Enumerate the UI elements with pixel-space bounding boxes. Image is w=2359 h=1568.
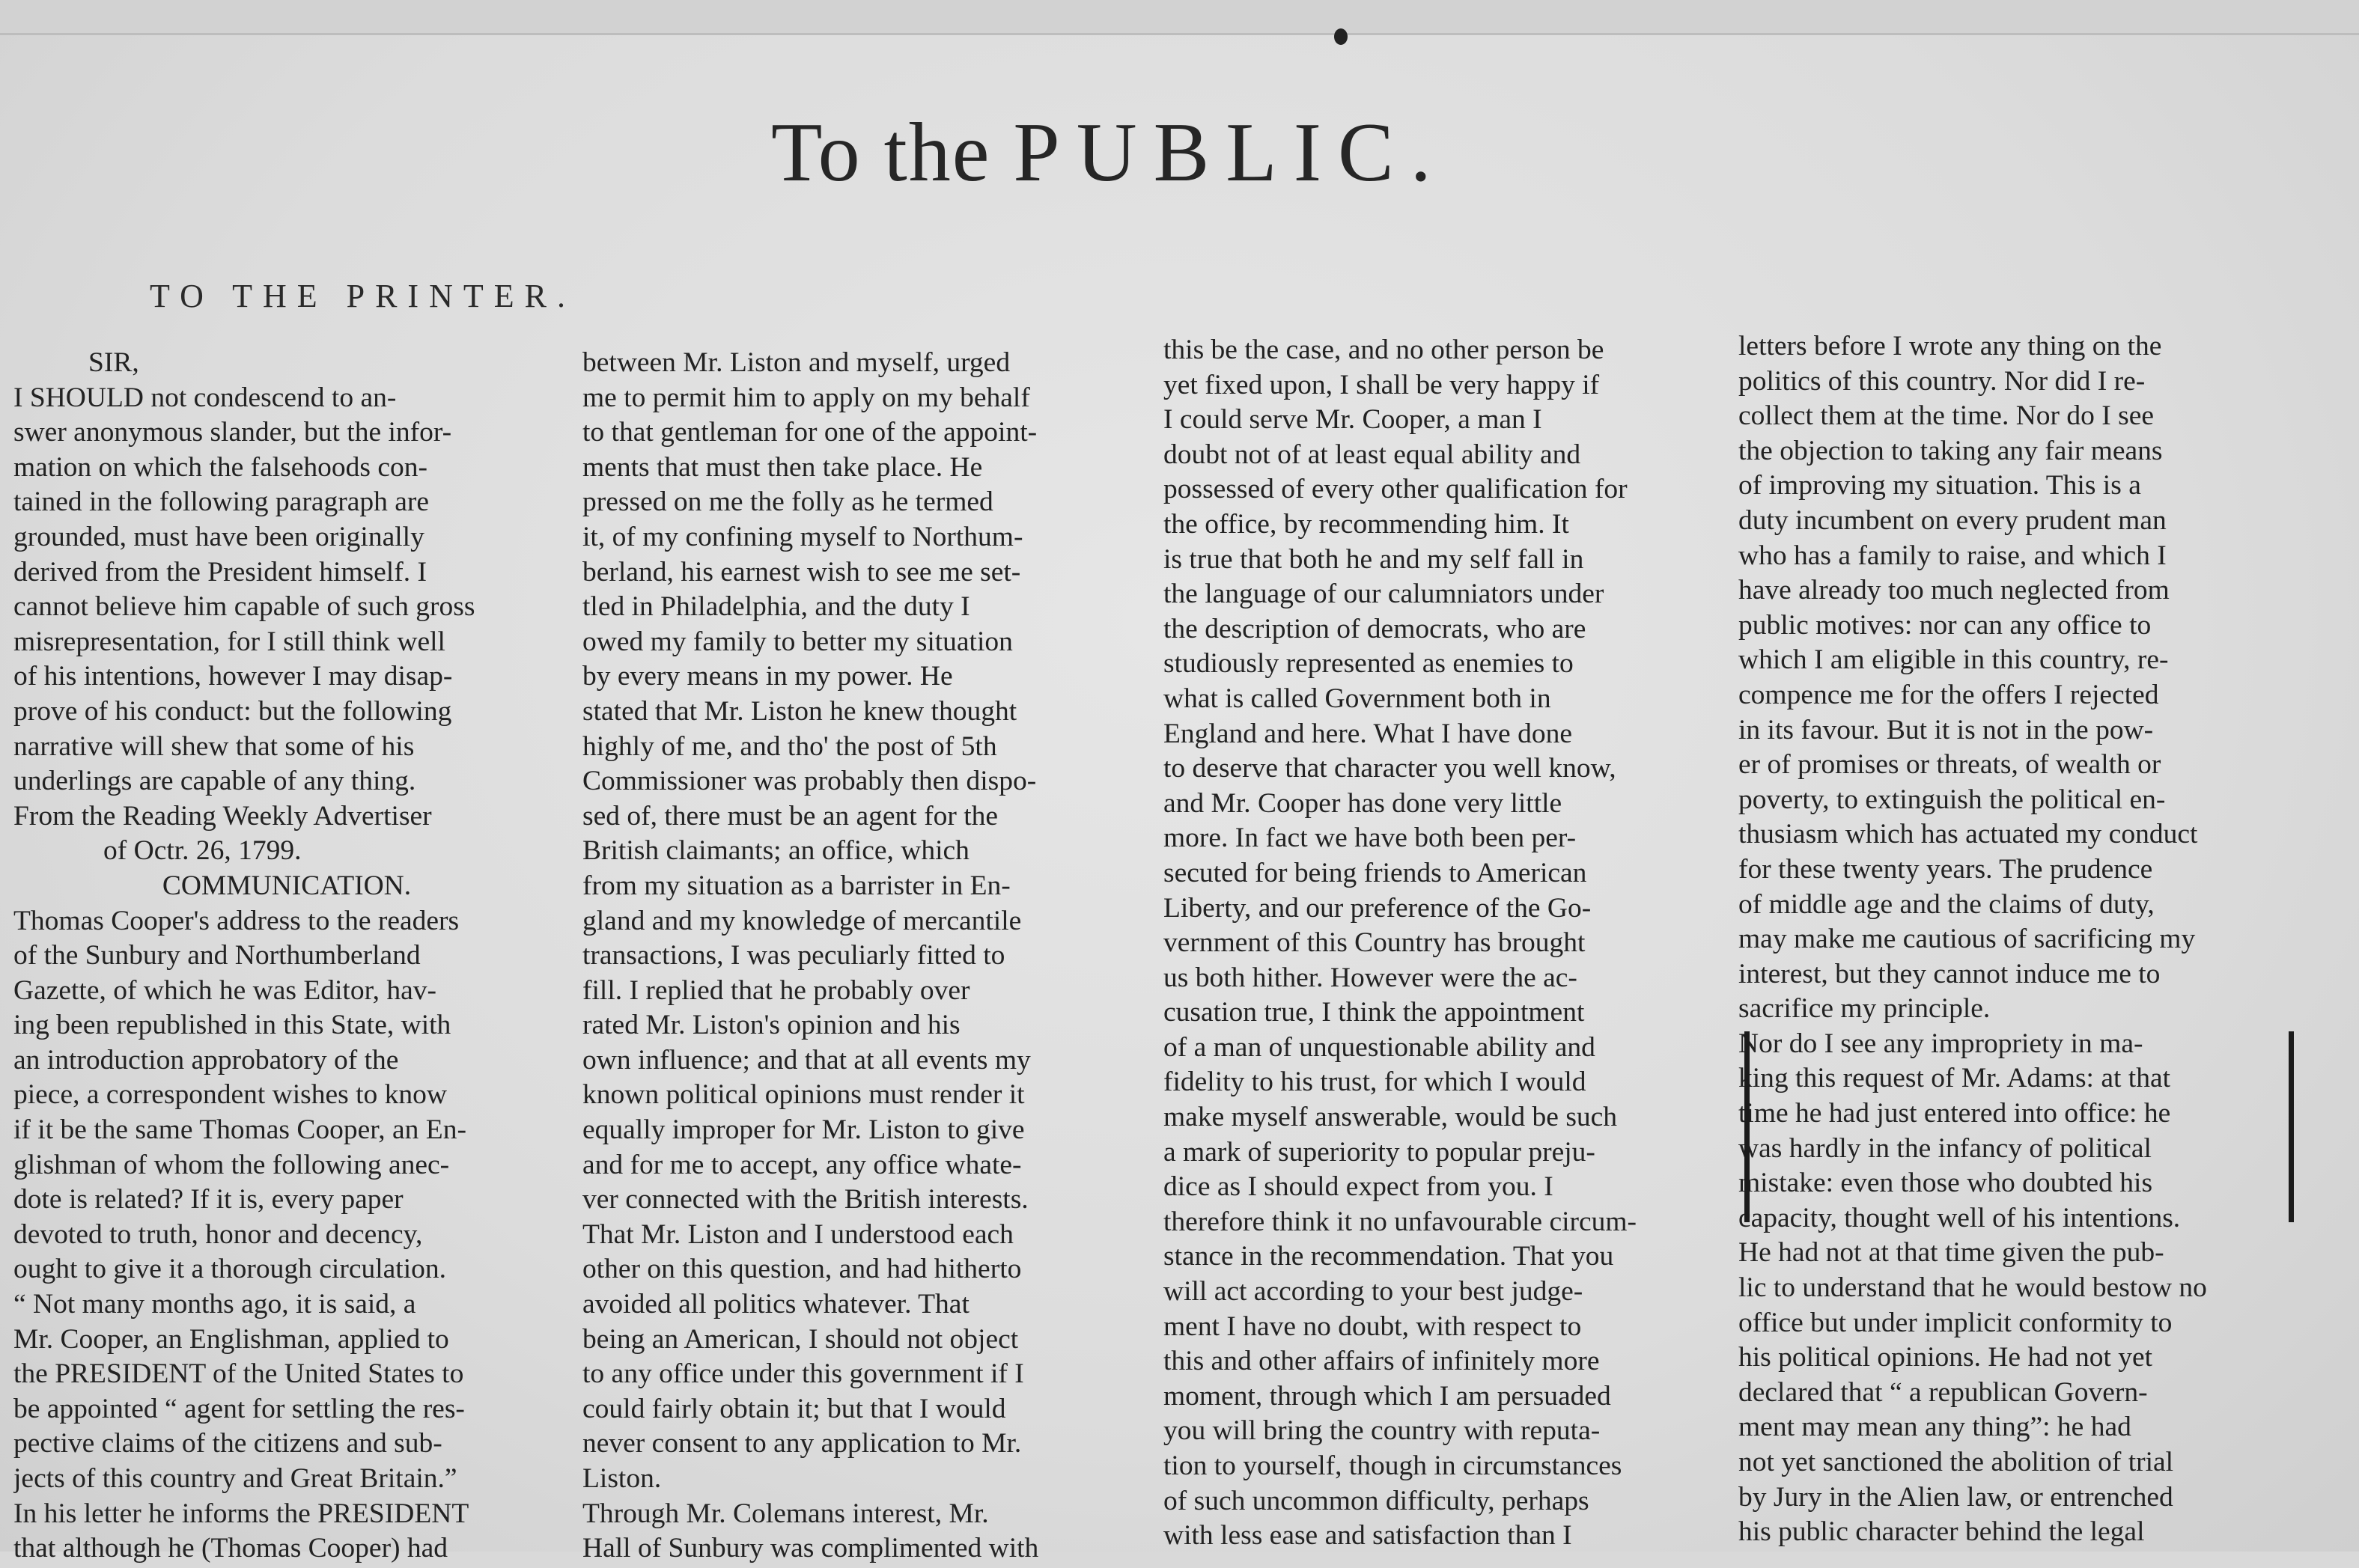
text-line: of middle age and the claims of duty,	[1738, 888, 2155, 920]
text-line: ought to give it a thorough circulation.	[13, 1254, 447, 1285]
text-line: and Mr. Cooper has done very little	[1163, 787, 1562, 819]
text-line: his public character behind the legal	[1738, 1516, 2145, 1548]
text-line: us both hither. However were the ac-	[1163, 962, 1577, 993]
text-line: ment I have no doubt, with respect to	[1163, 1311, 1582, 1342]
text-line: I SHOULD not condescend to an-	[13, 382, 397, 413]
text-line: will act according to your best judge-	[1163, 1276, 1583, 1308]
text-line: misrepresentation, for I still think well	[13, 626, 445, 657]
text-line: letters before I wrote any thing on the	[1738, 331, 2162, 362]
text-line: Liston.	[582, 1463, 662, 1494]
text-line: highly of me, and tho' the post of 5th	[582, 730, 997, 762]
text-line: Mr. Cooper, an Englishman, applied to	[13, 1323, 449, 1355]
text-line: sacrifice my principle.	[1738, 993, 1991, 1025]
text-line: devoted to truth, honor and decency,	[13, 1218, 423, 1250]
text-line: tled in Philadelphia, and the duty I	[582, 591, 970, 623]
text-line: not yet sanctioned the abolition of trial	[1738, 1447, 2174, 1477]
text-line: Gazette, of which he was Editor, hav-	[13, 974, 436, 1006]
text-line: I could serve Mr. Cooper, a man I	[1163, 404, 1542, 436]
text-line: what is called Government both in	[1163, 683, 1551, 714]
text-line: pective claims of the citizens and sub-	[13, 1428, 442, 1459]
text-line: Commissioner was probably then dispo-	[582, 766, 1037, 797]
text-line: In his letter he informs the PRESIDENT	[13, 1498, 469, 1529]
text-line: an introduction approbatory of the	[13, 1044, 399, 1076]
text-line: studiously represented as enemies to	[1163, 648, 1574, 680]
text-line: That Mr. Liston and I understood each	[582, 1218, 1014, 1250]
text-line: Liberty, and our preference of the Go-	[1163, 892, 1592, 924]
text-line: of such uncommon difficulty, perhaps	[1163, 1485, 1589, 1516]
text-line: time he had just entered into office: he	[1738, 1098, 2171, 1129]
text-line: dice as I should expect from you. I	[1163, 1171, 1553, 1203]
ink-blot	[1334, 28, 1348, 45]
text-line: derived from the President himself. I	[13, 556, 427, 588]
text-line: be appointed “ agent for settling the res-	[13, 1393, 465, 1424]
text-line: that although he (Thomas Cooper) had	[13, 1533, 448, 1564]
text-line: lic to understand that he would bestow no	[1738, 1272, 2207, 1304]
text-column-1	[13, 346, 560, 1568]
text-line: who has a family to raise, and which I	[1738, 540, 2167, 571]
text-line: prove of his conduct: but the following	[13, 695, 452, 727]
text-line: may make me cautious of sacrificing my	[1738, 924, 2196, 955]
text-line: stated that Mr. Liston he knew thought	[582, 695, 1017, 727]
text-line: cusation true, I think the appointment	[1163, 997, 1585, 1028]
text-line: collect them at the time. Nor do I see	[1738, 400, 2155, 432]
text-line: secuted for being friends to American	[1163, 857, 1587, 888]
page-title	[771, 105, 1595, 201]
text-line: the objection to taking any fair means	[1738, 435, 2163, 466]
text-line: SIR,	[88, 347, 139, 378]
text-line: public motives: nor can any office to	[1738, 609, 2152, 641]
text-line: of a man of unquestionable ability and	[1163, 1031, 1595, 1063]
text-line: COMMUNICATION.	[162, 870, 412, 901]
text-line: therefore think it no unfavourable circum-	[1163, 1206, 1637, 1237]
text-line: for these twenty years. The prudence	[1738, 853, 2153, 885]
text-line: never consent to any application to Mr.	[582, 1428, 1022, 1459]
text-line: Hall of Sunbury was complimented with	[582, 1533, 1039, 1564]
text-line: transactions, I was peculiarly fitted to	[582, 940, 1005, 971]
text-line: of improving my situation. This is a	[1738, 470, 2141, 501]
title-main: PUBLIC.	[1013, 106, 1448, 199]
text-line: poverty, to extinguish the political en-	[1738, 784, 2166, 815]
text-line: his political opinions. He had not yet	[1738, 1342, 2153, 1373]
text-line: tained in the following paragraph are	[13, 486, 429, 518]
text-line: you will bring the country with reputa-	[1163, 1415, 1601, 1447]
text-line: pressed on me the folly as he termed	[582, 486, 993, 518]
text-line: of his intentions, however I may disap-	[13, 661, 453, 692]
text-line: king this request of Mr. Adams: at that	[1738, 1063, 2171, 1094]
text-line: He had not at that time given the pub-	[1738, 1237, 2164, 1269]
text-line: England and here. What I have done	[1163, 718, 1572, 749]
text-line: swer anonymous slander, but the infor-	[13, 417, 452, 448]
text-line: being an American, I should not object	[582, 1323, 1019, 1355]
text-line: was hardly in the infancy of political	[1738, 1132, 2152, 1164]
text-line: Through Mr. Colemans interest, Mr.	[582, 1498, 989, 1529]
text-line: this and other affairs of infinitely more	[1163, 1346, 1600, 1377]
text-line: to any office under this government if I	[582, 1358, 1024, 1390]
text-line: cannot believe him capable of such gross	[13, 591, 475, 623]
section-heading: TO THE PRINTER.	[150, 278, 576, 314]
text-line: have already too much neglected from	[1738, 575, 2170, 606]
text-line: avoided all politics whatever. That	[582, 1289, 970, 1320]
text-line: possessed of every other qualification for	[1163, 474, 1628, 505]
text-line: own influence; and that at all events my	[582, 1044, 1031, 1076]
text-line: by every means in my power. He	[582, 661, 953, 692]
text-line: From the Reading Weekly Advertiser	[13, 800, 432, 832]
text-line: politics of this country. Nor did I re-	[1738, 365, 2146, 397]
text-line: vernment of this Country has brought	[1163, 927, 1586, 959]
text-line: more. In fact we have both been per-	[1163, 823, 1577, 854]
text-column-3	[1163, 333, 1710, 1555]
title-prefix: To the	[771, 106, 991, 199]
page-fold-line	[0, 33, 2359, 35]
text-line: ver connected with the British interests.	[582, 1184, 1029, 1215]
text-line: doubt not of at least equal ability and	[1163, 439, 1581, 470]
text-line: me to permit him to apply on my behalf	[582, 382, 1030, 413]
text-line: the description of democrats, who are	[1163, 613, 1586, 644]
text-line: if it be the same Thomas Cooper, an En-	[13, 1114, 466, 1146]
text-line: underlings are capable of any thing.	[13, 766, 416, 797]
text-line: interest, but they cannot induce me to	[1738, 958, 2161, 989]
text-line: mation on which the falsehoods con-	[13, 451, 427, 483]
text-line: piece, a correspondent wishes to know	[13, 1079, 447, 1111]
text-line: grounded, must have been originally	[13, 521, 424, 552]
text-line: in its favour. But it is not in the pow-	[1738, 714, 2154, 745]
text-line: could fairly obtain it; but that I would	[582, 1393, 1006, 1424]
text-line: is true that both he and my self fall in	[1163, 543, 1584, 575]
text-line: known political opinions must render it	[582, 1079, 1025, 1111]
text-line: “ Not many months ago, it is said, a	[13, 1289, 416, 1320]
text-line: sed of, there must be an agent for the	[582, 800, 999, 832]
text-line: ments that must then take place. He	[582, 451, 983, 483]
text-line: moment, through which I am persuaded	[1163, 1380, 1611, 1412]
text-line: make myself answerable, would be such	[1163, 1102, 1618, 1133]
text-line: British claimants; an office, which	[582, 835, 970, 867]
text-line: it, of my confining myself to Northum-	[582, 521, 1023, 552]
text-line: the language of our calumniators under	[1163, 579, 1604, 610]
text-line: other on this question, and had hitherto	[582, 1254, 1022, 1285]
text-line: between Mr. Liston and myself, urged	[582, 347, 1011, 378]
text-line: office but under implicit conformity to	[1738, 1307, 2173, 1338]
text-line: yet fixed upon, I shall be very happy if	[1163, 369, 1600, 400]
text-line: er of promises or threats, of wealth or	[1738, 749, 2161, 781]
text-line: mistake: even those who doubted his	[1738, 1168, 2153, 1199]
text-line: gland and my knowledge of mercantile	[582, 905, 1022, 936]
text-line: the PRESIDENT of the United States to	[13, 1358, 464, 1390]
text-line: rated Mr. Liston's opinion and his	[582, 1010, 961, 1041]
text-line: declared that “ a republican Govern-	[1738, 1376, 2148, 1408]
text-line: a mark of superiority to popular preju-	[1163, 1136, 1595, 1168]
text-line: to that gentleman for one of the appoint-	[582, 417, 1038, 448]
text-line: to deserve that character you well know,	[1163, 753, 1616, 784]
text-line: ment may mean any thing”: he had	[1738, 1412, 2131, 1443]
text-line: fill. I replied that he probably over	[582, 974, 970, 1006]
page-top-edge	[0, 0, 2359, 33]
text-line: and for me to accept, any office whate-	[582, 1149, 1022, 1180]
text-column-2	[582, 346, 1129, 1568]
text-line: jects of this country and Great Britain.”	[13, 1463, 457, 1494]
text-line: capacity, thought well of his intentions.	[1738, 1202, 2181, 1233]
text-line: duty incumbent on every prudent man	[1738, 504, 2167, 536]
text-line: from my situation as a barrister in En-	[582, 870, 1011, 901]
text-line: equally improper for Mr. Liston to give	[582, 1114, 1025, 1146]
text-line: the office, by recommending him. It	[1163, 508, 1569, 540]
text-line: this be the case, and no other person be	[1163, 335, 1604, 365]
text-line: with less ease and satisfaction than I	[1163, 1520, 1572, 1552]
text-line: of the Sunbury and Northumberland	[13, 940, 421, 971]
text-line: glishman of whom the following anec-	[13, 1149, 450, 1180]
text-line: owed my family to better my situation	[582, 626, 1013, 657]
text-line: compence me for the offers I rejected	[1738, 679, 2159, 710]
text-line: narrative will shew that some of his	[13, 730, 415, 762]
text-line: of Octr. 26, 1799.	[103, 835, 302, 867]
text-line: dote is related? If it is, every paper	[13, 1184, 404, 1215]
text-column-4	[1738, 329, 2285, 1552]
text-line: by Jury in the Alien law, or entrenched	[1738, 1481, 2173, 1513]
text-line: which I am eligible in this country, re-	[1738, 644, 2169, 676]
text-line: ing been republished in this State, with	[13, 1010, 451, 1041]
text-line: stance in the recommendation. That you	[1163, 1241, 1614, 1272]
text-line: fidelity to his trust, for which I would	[1163, 1067, 1586, 1098]
text-line: Nor do I see any impropriety in ma-	[1738, 1028, 2143, 1059]
text-line: tion to yourself, though in circumstances	[1163, 1450, 1622, 1481]
text-line: Thomas Cooper's address to the readers	[13, 905, 460, 936]
text-line: thusiasm which has actuated my conduct	[1738, 819, 2198, 850]
text-line: berland, his earnest wish to see me set-	[582, 556, 1021, 588]
